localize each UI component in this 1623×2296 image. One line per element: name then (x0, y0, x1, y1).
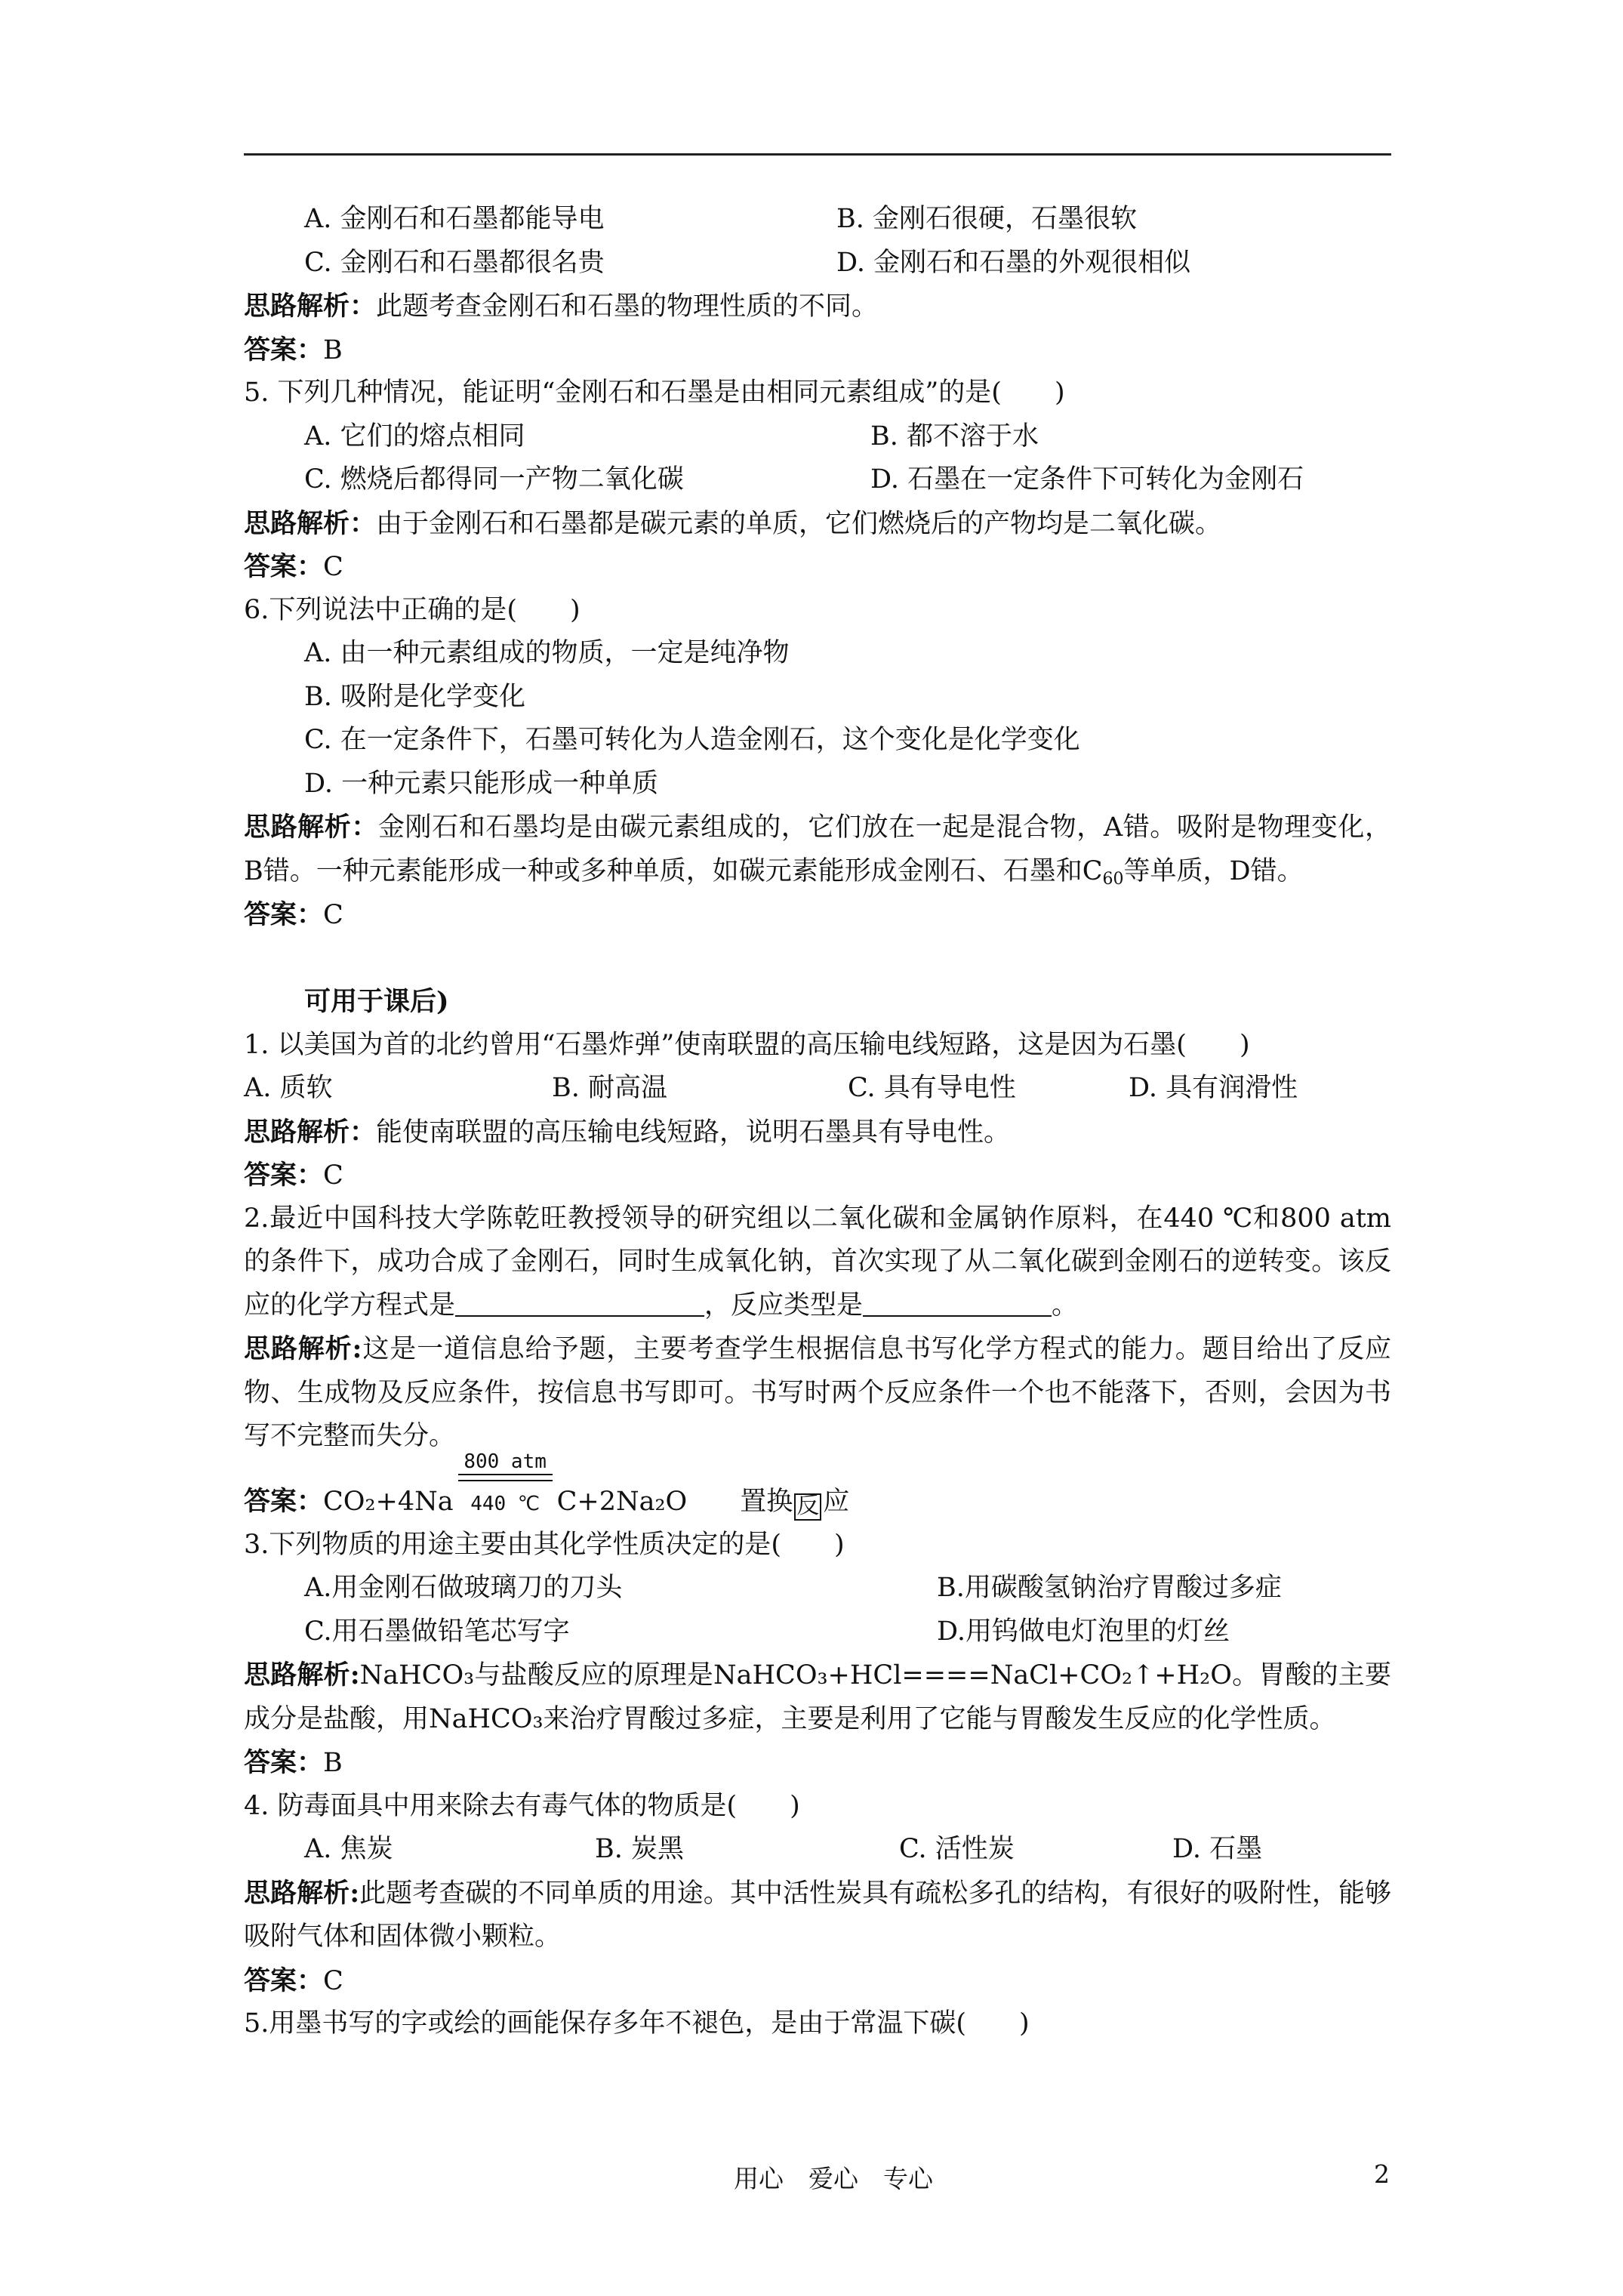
analysis-text: NaHCO₃与盐酸反应的原理是NaHCO₃+HCl====NaCl+CO₂↑+H₂O。胃酸的主要成分是盐酸，用NaHCO₃来治疗胃酸过多症，主要是利用了它能与胃酸发生反应的化学性质。 (244, 1660, 1391, 1734)
analysis-label: 思路解析: (244, 1333, 362, 1364)
stem-text: 。 (1052, 1290, 1079, 1321)
answer (244, 893, 1391, 937)
option: C. 具有导电性 (848, 1073, 1016, 1103)
answer (244, 1741, 1391, 1785)
answer (244, 1959, 1391, 2003)
equation-lhs: CO₂+4Na (323, 1486, 454, 1517)
option: B. 都不溶于水 (870, 421, 1039, 451)
page-number: 2 (1374, 2159, 1390, 2189)
option-row (244, 198, 1391, 242)
question-stem (244, 1197, 1391, 1328)
option: A.用金刚石做玻璃刀的刀头 (304, 1573, 623, 1603)
answer-label: 答案： (244, 334, 324, 365)
question-stem: 5. 下列几种情况，能证明“金刚石和石墨是由相同元素组成”的是( ) (244, 378, 1065, 408)
answer-label: 答案： (244, 1485, 324, 1517)
answer-label: 答案： (244, 1965, 324, 1996)
option: C. 在一定条件下，石墨可转化为人造金刚石，这个变化是化学变化 (304, 725, 1080, 755)
analysis-text: 此题考查碳的不同单质的用途。其中活性炭具有疏松多孔的结构，有很好的吸附性，能够吸附气体和固体微小颗粒。 (244, 1878, 1391, 1952)
reaction-type: 置换 (740, 1486, 793, 1517)
analysis-label: 思路解析： (244, 1116, 377, 1148)
option: A. 质软 (244, 1073, 333, 1103)
option-row (244, 1610, 1391, 1654)
answer-value: C (323, 1160, 343, 1191)
analysis-text: 此题考查金刚石和石墨的物理性质的不同。 (376, 291, 879, 322)
option: D. 具有润滑性 (1129, 1073, 1298, 1103)
question-stem: 5.用墨书写的字或绘的画能保存多年不褪色，是由于常温下碳( ) (244, 2008, 1030, 2039)
question-stem: 3.下列物质的用途主要由其化学性质决定的是( ) (244, 1529, 845, 1560)
header-rule (244, 153, 1391, 156)
answer-label: 答案： (244, 1747, 324, 1778)
subscript: 60 (1102, 869, 1124, 889)
analysis (244, 1872, 1391, 1959)
equals-bars (458, 1474, 553, 1481)
analysis-label: 思路解析： (244, 812, 378, 843)
option: C. 活性炭 (899, 1834, 1015, 1864)
analysis-label: 思路解析： (244, 291, 377, 322)
equation-rhs: C+2Na₂O (556, 1486, 688, 1517)
analysis (244, 1111, 1391, 1154)
answer-value: C (323, 1965, 343, 1996)
analysis-label: 思路解析： (244, 507, 377, 539)
answer (244, 1450, 1391, 1524)
option: D. 石墨在一定条件下可转化为金刚石 (870, 464, 1304, 495)
analysis (244, 1653, 1391, 1741)
option: A. 焦炭 (304, 1834, 393, 1864)
analysis-label: 思路解析: (244, 1877, 360, 1909)
option: C.用石墨做铅笔芯写字 (304, 1616, 570, 1647)
option-row (244, 1567, 1391, 1610)
option: C. 金刚石和石墨都很名贵 (304, 247, 605, 278)
analysis-text: 由于金刚石和石墨都是碳元素的单质，它们燃烧后的产物均是二氧化碳。 (376, 508, 1222, 539)
analysis-text: 等单质，D错。 (1123, 855, 1304, 886)
answer (244, 1154, 1391, 1197)
question-stem: 6.下列说法中正确的是( ) (244, 594, 581, 625)
option: B. 金刚石很硬，石墨很软 (836, 204, 1137, 234)
answer-label: 答案： (244, 1160, 324, 1191)
page-content (244, 198, 1391, 2046)
option: D.用钨做电灯泡里的灯丝 (937, 1616, 1230, 1647)
footer-motto: 用心 爱心 专心 (734, 2164, 933, 2193)
analysis-text: 金刚石和石墨均是由碳元素组成的，它们放在一起是混合物，A错。吸附是物理变化，B错。一种元素能形成一种或多种单质，如碳元素能形成金刚石、石墨和C (244, 812, 1391, 886)
option: A. 它们的熔点相同 (304, 421, 525, 451)
stem-text: 2.最近中国科技大学陈乾旺教授领导的研究组以二氧化碳和金属钠作原料，在440 ℃和800 atm的条件下，成功合成了金刚石，同时生成氧化钠，首次实现了从二氧化碳到金刚石的逆转变。该反应的化学方程式是 (244, 1203, 1391, 1321)
answer-value: B (323, 334, 343, 365)
analysis-text: 这是一道信息给予题，主要考查学生根据信息书写化学方程式的能力。题目给出了反应物、生成物及反应条件，按信息书写即可。书写时两个反应条件一个也不能落下，否则，会因为书写不完整而失分。 (244, 1334, 1391, 1451)
option-row (244, 415, 1391, 459)
analysis (244, 806, 1391, 893)
option: B. 耐高温 (552, 1073, 667, 1103)
checkbox-icon (794, 1493, 821, 1521)
option: A. 由一种元素组成的物质，一定是纯净物 (304, 638, 790, 668)
answer-value: B (323, 1748, 343, 1778)
reaction-condition (458, 1450, 553, 1527)
answer (244, 328, 1391, 372)
condition-bottom: 440 ℃ (470, 1492, 540, 1515)
analysis (244, 285, 1391, 328)
answer-value: C (323, 900, 343, 930)
answer-blank[interactable] (455, 1290, 704, 1317)
answer-label: 答案： (244, 551, 324, 582)
option-row (244, 242, 1391, 285)
option-row (244, 1067, 1391, 1111)
option: A. 金刚石和石墨都能导电 (304, 204, 605, 234)
option-row (244, 458, 1391, 502)
analysis (244, 502, 1391, 546)
section-heading: 可用于课后) (304, 986, 449, 1017)
option-row (244, 1828, 1391, 1872)
analysis-text: 能使南联盟的高压输电线短路，说明石墨具有导电性。 (376, 1117, 1011, 1148)
analysis (244, 1327, 1391, 1459)
option: B. 炭黑 (595, 1834, 684, 1864)
reaction-type-char: 反 (796, 1492, 820, 1519)
condition-top: 800 atm (463, 1450, 547, 1473)
option: D. 一种元素只能形成一种单质 (304, 768, 659, 799)
option: C. 燃烧后都得同一产物二氧化碳 (304, 464, 684, 495)
option: B. 吸附是化学变化 (304, 681, 525, 712)
answer-label: 答案： (244, 899, 324, 930)
analysis-label: 思路解析: (244, 1660, 360, 1690)
stem-text: ，反应类型是 (704, 1290, 864, 1321)
answer-blank[interactable] (863, 1290, 1052, 1317)
question-stem: 4. 防毒面具中用来除去有毒气体的物质是( ) (244, 1790, 800, 1821)
option: D. 金刚石和石墨的外观很相似 (836, 247, 1191, 278)
question-stem: 1. 以美国为首的北约曾用“石墨炸弹”使南联盟的高压输电线短路，这是因为石墨( ) (244, 1029, 1250, 1060)
answer-value: C (323, 552, 343, 582)
answer (244, 545, 1391, 589)
option: D. 石墨 (1172, 1834, 1263, 1864)
option: B.用碳酸氢钠治疗胃酸过多症 (937, 1573, 1282, 1603)
reaction-type: 应 (823, 1486, 850, 1517)
